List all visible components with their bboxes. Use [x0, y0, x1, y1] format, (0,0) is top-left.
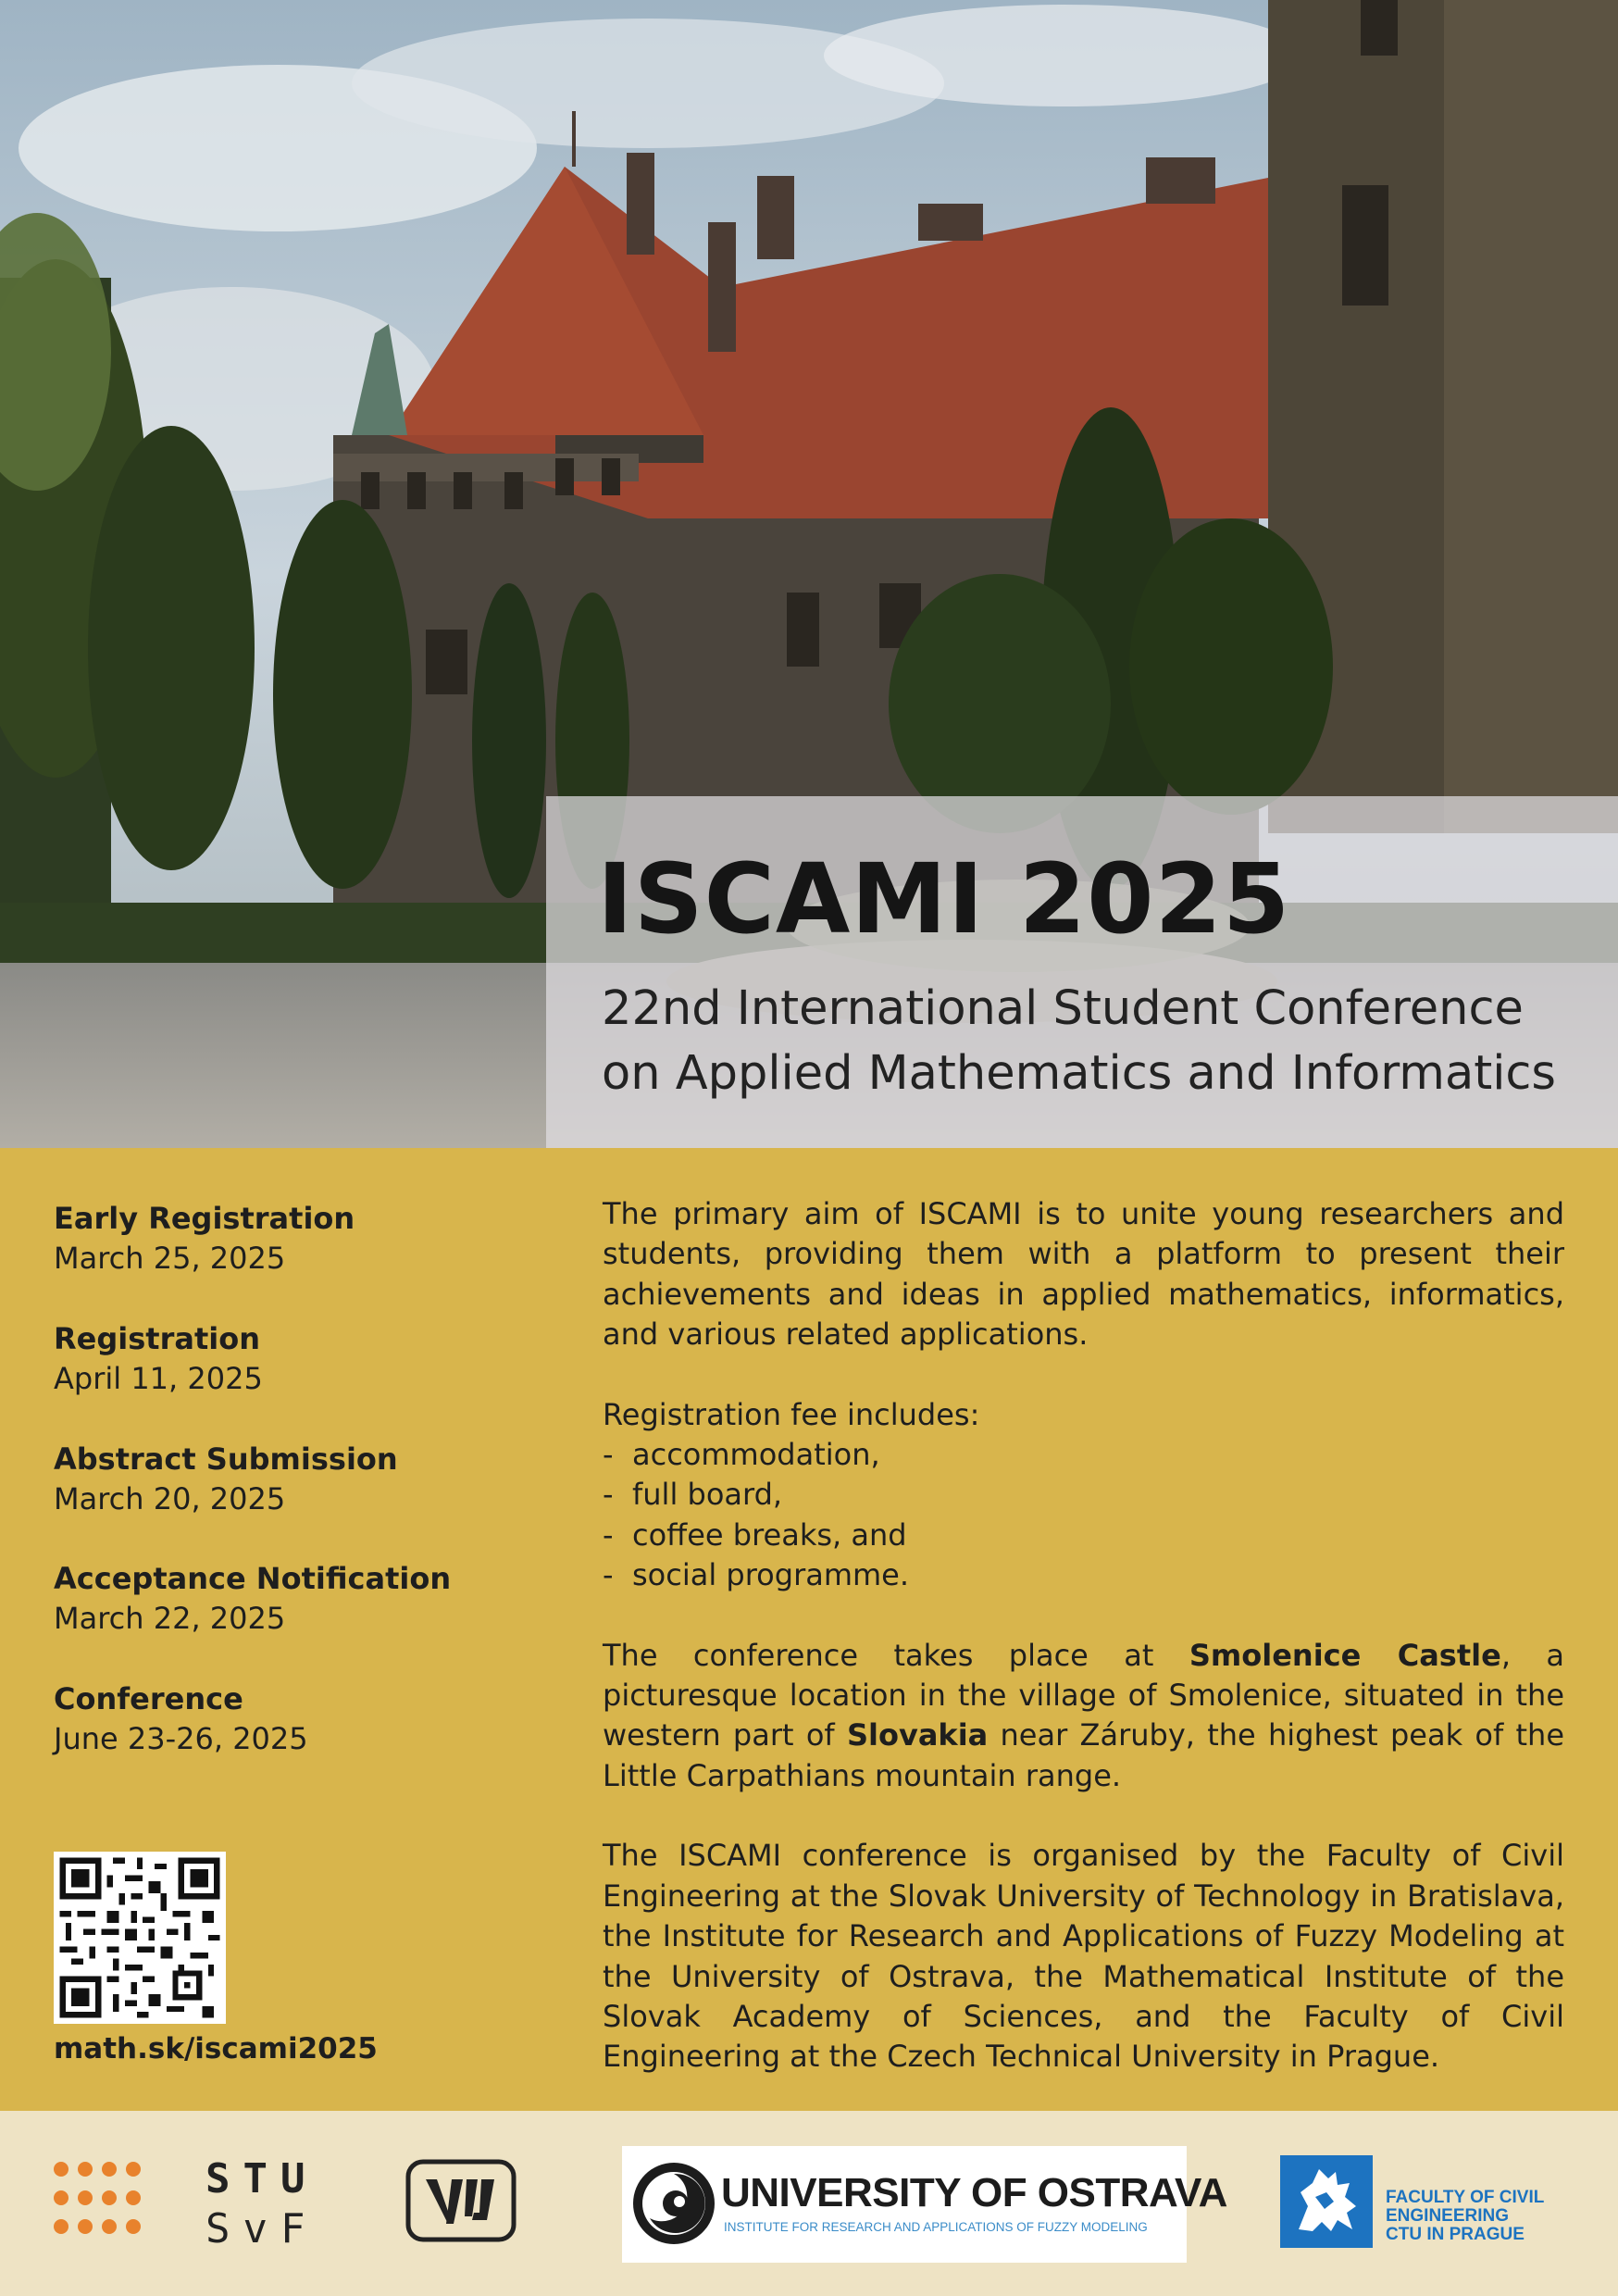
date-label: Early Registration — [54, 1201, 355, 1236]
ctu-line3: CTU IN PRAGUE — [1386, 2225, 1525, 2244]
info-band — [0, 1148, 1618, 2111]
svf-logo-text: SvF — [205, 2205, 318, 2252]
date-value: June 23-26, 2025 — [54, 1721, 308, 1756]
conference-title: ISCAMI 2025 — [597, 842, 1291, 955]
date-acceptance-notification — [54, 1559, 451, 1639]
location-paragraph — [603, 1636, 1564, 1797]
ctu-line2: ENGINEERING — [1386, 2206, 1510, 2226]
ctu-faculty-text — [1386, 2189, 1544, 2244]
date-label: Conference — [54, 1681, 243, 1716]
date-registration — [54, 1319, 263, 1399]
conference-subtitle-line2: on Applied Mathematics and Informatics — [602, 1046, 1557, 1101]
conference-url[interactable]: math.sk/iscami2025 — [54, 2032, 378, 2065]
body-text — [603, 1194, 1564, 2078]
university-of-ostrava-logo — [622, 2146, 1227, 2263]
fee-item-text: coffee breaks, and — [632, 1516, 907, 1553]
fee-item-text: full board, — [632, 1477, 783, 1513]
country-name: Slovakia — [846, 1717, 989, 1753]
date-abstract-submission — [54, 1440, 398, 1519]
date-conference — [54, 1679, 308, 1759]
date-value: April 11, 2025 — [54, 1361, 263, 1396]
mathematical-institute-logo — [405, 2159, 517, 2242]
aim-paragraph: The primary aim of ISCAMI is to unite young researchers and students, providing them with a platform to present their achievements and ideas in applied mathematics, informatics, and various related applications. — [603, 1196, 1564, 1353]
fee-item-text: accommodation, — [632, 1437, 880, 1473]
title-panel — [546, 796, 1618, 1148]
organisers-paragraph: The ISCAMI conference is organised by the Faculty of Civil Engineering at the Slovak University of Technology in Bratislava, the Institute for Research and Applications of Fuzzy Modeling at the University of Ostrava, the Mathematical Institute of the Slovak Academy of Sciences, and the Faculty of Civil Engineering at the Czech Technical University in Prague. — [603, 1838, 1564, 2075]
date-label: Abstract Submission — [54, 1441, 398, 1477]
fee-item: - full board, — [603, 1477, 783, 1513]
fee-item: - social programme. — [603, 1557, 910, 1593]
ostrava-name: UNIVERSITY OF OSTRAVA — [721, 2170, 1227, 2215]
footer-logos — [0, 2111, 1618, 2296]
ostrava-institute: INSTITUTE FOR RESEARCH AND APPLICATIONS OF FUZZY MODELING — [724, 2220, 1148, 2234]
location-text: near Záruby, the highest peak of the Little Carpathians mountain range. — [603, 1717, 1565, 1793]
fee-item: - coffee breaks, and — [603, 1516, 907, 1553]
qr-code[interactable] — [54, 1852, 226, 2024]
ostrava-swirl-icon — [631, 2161, 716, 2246]
location-text: , a picturesque location in the village of Smolenice, situated in the western part of — [603, 1637, 1565, 1753]
ctu-line1: FACULTY OF CIVIL — [1386, 2188, 1545, 2207]
stu-logo-text: STU — [205, 2155, 318, 2202]
date-value: March 20, 2025 — [54, 1481, 286, 1516]
fee-item: - accommodation, — [603, 1437, 880, 1473]
ctu-lion-icon — [1280, 2155, 1373, 2248]
date-label: Registration — [54, 1321, 260, 1356]
date-value: March 22, 2025 — [54, 1601, 286, 1636]
date-early-registration — [54, 1199, 355, 1279]
fee-item-text: social programme. — [632, 1557, 910, 1593]
castle-name: Smolenice Castle — [1189, 1637, 1501, 1673]
date-value: March 25, 2025 — [54, 1241, 286, 1276]
location-text: The conference takes place at — [603, 1637, 1189, 1673]
date-label: Acceptance Notification — [54, 1561, 452, 1596]
fee-intro: Registration fee includes: — [603, 1396, 980, 1432]
conference-subtitle-line1: 22nd International Student Conference — [602, 981, 1524, 1036]
